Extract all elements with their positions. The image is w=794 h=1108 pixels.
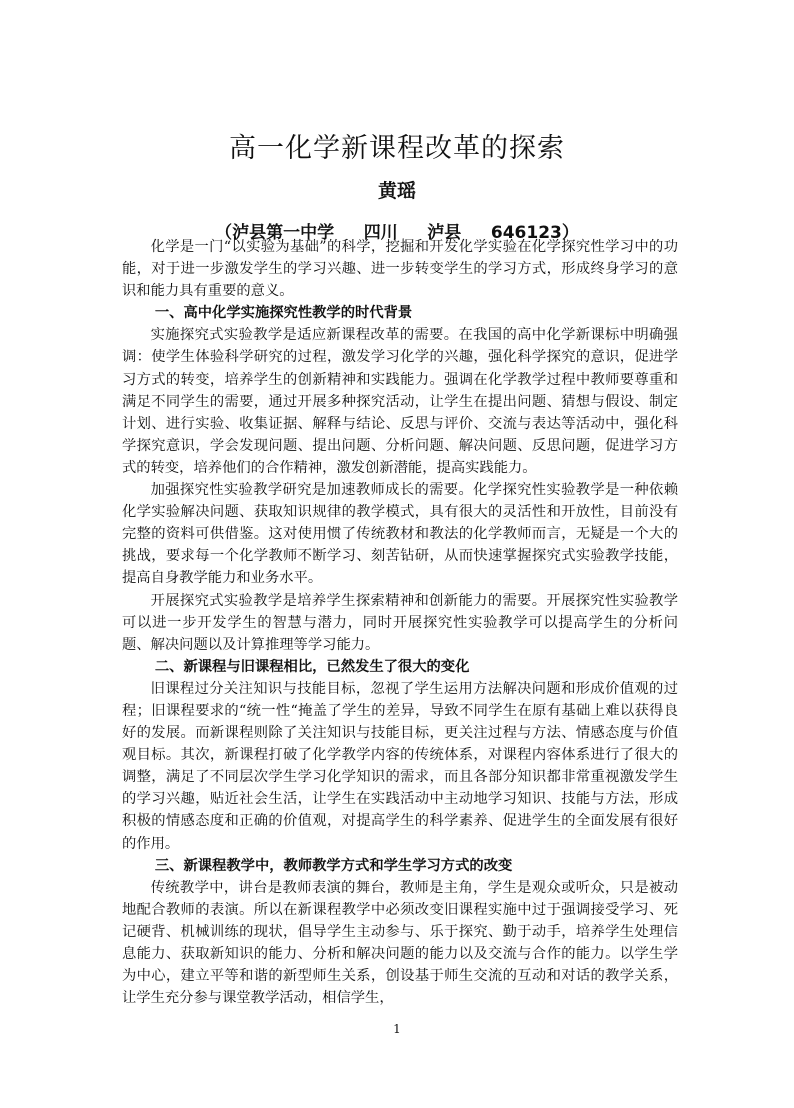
- section-1-paragraph-1: 实施探究式实验教学是适应新课程改革的需要。在我国的高中化学新课标中明确强调：使学生体验科学研究的过程，激发学习化学的兴趣，强化科学探究的意识，促进学习方式的转变，培养学生的创新精神和实践能力。强调在化学教学过程中教师要尊重和满足不同学生的需要，通过开展多种探究活动，让学生在提出问题、猜想与假设、制定计划、进行实验、收集证据、解释与结论、反思与评价、交流与表达等活动中，强化科学探究意识，学会发现问题、提出问题、分析问题、解决问题、反思问题，促进学习方式的转变，培养他们的合作精神，激发创新潜能，提高实践能力。: [122, 327, 678, 476]
- author-name: 黄瑶: [377, 180, 416, 202]
- section-1-paragraph-2: 加强探究性实验教学研究是加速教师成长的需要。化学探究性实验教学是一种依赖化学实验解决问题、获取知识规律的教学模式，具有很大的灵活性和开放性，目前没有完整的资料可供借鉴。这对使用惯了传统教材和教法的化学教师而言，无疑是一个大的挑战，要求每一个化学教师不断学习、刻苦钻研，从而快速掌握探究式实验教学技能，提高自身教学能力和业务水平。: [122, 482, 678, 587]
- section-heading-3: 三、新课程教学中，教师教学方式和学生学习方式的改变: [154, 857, 513, 874]
- section-1-paragraph-3: 开展探究式实验教学是培养学生探索精神和创新能力的需要。开展探究性实验教学可以进一步开发学生的智慧与潜力，同时开展探究性实验教学可以提高学生的分析问题、解决问题以及计算推理等学习能力。: [122, 592, 678, 653]
- section-heading-2: 二、新课程与旧课程相比，已然发生了很大的变化: [154, 658, 470, 675]
- section-heading-1: 一、高中化学实施探究性教学的时代背景: [154, 305, 413, 322]
- section-2-paragraph-1: 旧课程过分关注知识与技能目标，忽视了学生运用方法解决问题和形成价值观的过程；旧课程要求的“统一性“掩盖了学生的差异，导致不同学生在原有基础上难以获得良好的发展。而新课程则除了关注知识与技能目标，更关注过程与方法、情感态度与价值观目标。其次，新课程打破了化学教学内容的传统体系，对课程内容体系进行了很大的调整，满足了不同层次学生学习化学知识的需求，而且各部分知识都非常重视激发学生的学习兴趣，贴近社会生活，让学生在实践活动中主动地学习知识、技能与方法，形成积极的情感态度和正确的价值观，对提高学生的科学素养、促进学生的全面发展有很好的作用。: [122, 680, 678, 852]
- section-3-paragraph-1: 传统教学中，讲台是教师表演的舞台，教师是主角，学生是观众或听众，只是被动地配合教师的表演。所以在新课程教学中必须改变旧课程实施中过于强调接受学习、死记硬背、机械训练的现状，倡导学生主动参与、乐于探究、勤于动手，培养学生处理信息能力、获取新知识的能力、分析和解决问题的能力以及交流与合作的能力。以学生学为中心，建立平等和谐的新型师生关系，创设基于师生交流的互动和对话的教学关系，让学生充分参与课堂教学活动，相信学生，: [122, 879, 678, 1007]
- document-title: 高一化学新课程改革的探索: [229, 133, 565, 164]
- document-body: [122, 236, 678, 1009]
- intro-paragraph: 化学是一门“以实验为基础”的科学，挖掘和开发化学实验在化学探究性学习中的功能，对于进一步激发学生的学习兴趣、进一步转变学生的学习方式，形成终身学习的意识和能力具有重要的意义。: [122, 239, 678, 300]
- author-affiliation: （泸县第一中学 四川 泸县 646123）: [215, 223, 579, 243]
- page-number: 1: [393, 1022, 401, 1036]
